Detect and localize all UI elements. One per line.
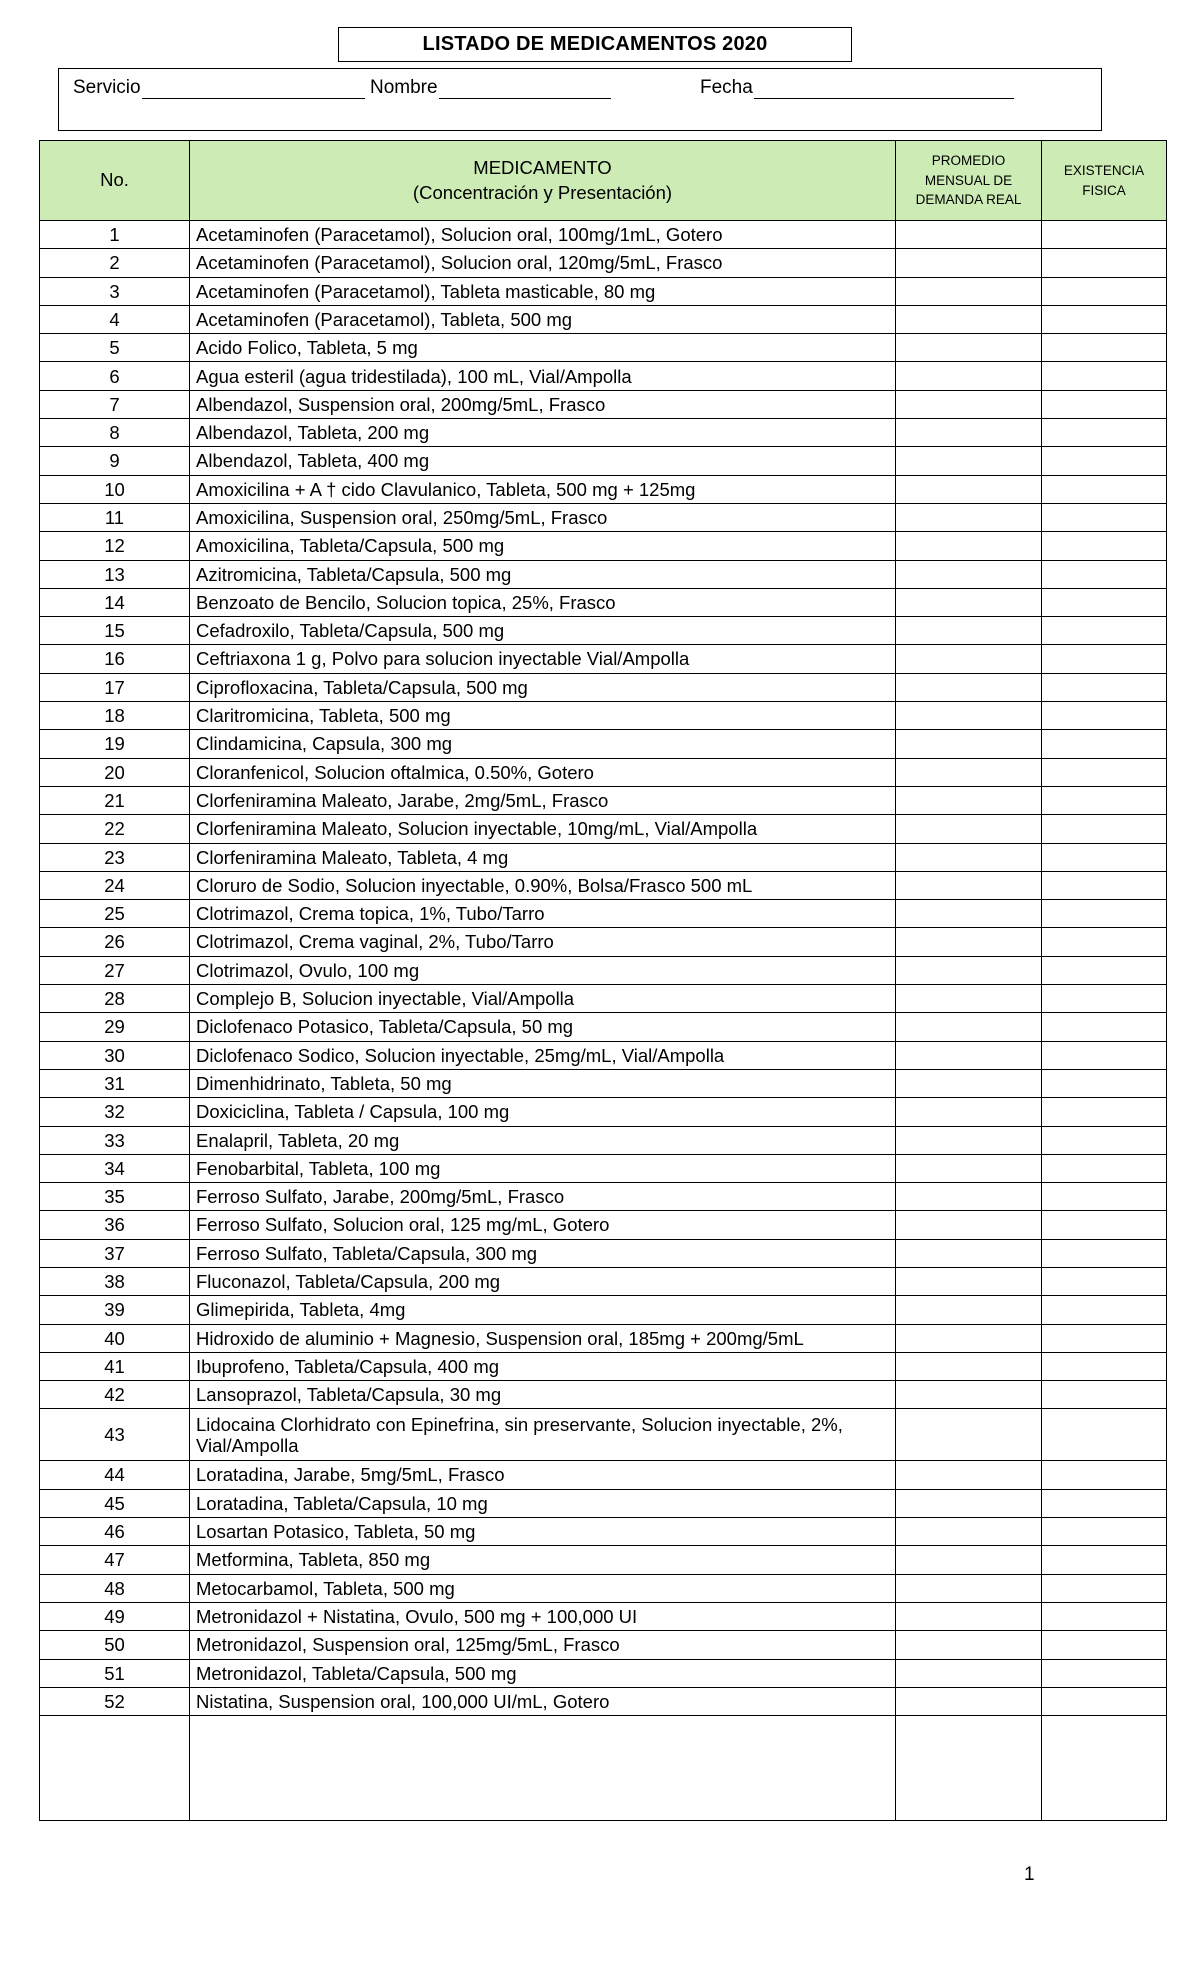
header-form — [58, 68, 1102, 131]
row-existencia-cell[interactable] — [1042, 645, 1167, 673]
row-medication: Azitromicina, Tableta/Capsula, 500 mg — [190, 560, 896, 588]
table-row — [40, 1324, 1167, 1352]
row-promedio-cell[interactable] — [896, 730, 1042, 758]
row-promedio-cell[interactable] — [896, 956, 1042, 984]
row-existencia-cell[interactable] — [1042, 1659, 1167, 1687]
row-medication: Metronidazol + Nistatina, Ovulo, 500 mg + 100,000 UI — [190, 1602, 896, 1630]
row-number: 20 — [40, 758, 190, 786]
row-promedio-cell[interactable] — [896, 617, 1042, 645]
row-promedio-cell[interactable] — [896, 1013, 1042, 1041]
row-promedio-cell[interactable] — [896, 419, 1042, 447]
row-promedio-cell[interactable] — [896, 1409, 1042, 1461]
empty-row — [40, 1716, 1167, 1821]
table-row — [40, 532, 1167, 560]
table-row — [40, 503, 1167, 531]
table-row — [40, 645, 1167, 673]
row-existencia-cell[interactable] — [1042, 730, 1167, 758]
table-row — [40, 1631, 1167, 1659]
row-medication: Acido Folico, Tableta, 5 mg — [190, 334, 896, 362]
table-row — [40, 1013, 1167, 1041]
row-medication: Clotrimazol, Crema topica, 1%, Tubo/Tarro — [190, 900, 896, 928]
row-medication: Hidroxido de aluminio + Magnesio, Suspension oral, 185mg + 200mg/5mL — [190, 1324, 896, 1352]
nombre-line[interactable] — [439, 80, 611, 99]
row-number: 33 — [40, 1126, 190, 1154]
row-existencia-cell[interactable] — [1042, 1489, 1167, 1517]
row-medication: Complejo B, Solucion inyectable, Vial/Ampolla — [190, 985, 896, 1013]
row-number: 46 — [40, 1518, 190, 1546]
row-promedio-cell[interactable] — [896, 1239, 1042, 1267]
row-promedio-cell[interactable] — [896, 249, 1042, 277]
row-medication: Metformina, Tableta, 850 mg — [190, 1546, 896, 1574]
row-number: 44 — [40, 1461, 190, 1489]
row-number: 34 — [40, 1154, 190, 1182]
row-number: 29 — [40, 1013, 190, 1041]
row-promedio-cell[interactable] — [896, 673, 1042, 701]
header-medicamento — [190, 141, 896, 221]
row-existencia-cell[interactable] — [1042, 249, 1167, 277]
row-medication: Doxiciclina, Tableta / Capsula, 100 mg — [190, 1098, 896, 1126]
row-number: 42 — [40, 1381, 190, 1409]
nombre-field[interactable] — [370, 77, 611, 99]
table-row — [40, 956, 1167, 984]
table-row — [40, 1602, 1167, 1630]
row-number: 16 — [40, 645, 190, 673]
row-number: 22 — [40, 815, 190, 843]
row-number: 30 — [40, 1041, 190, 1069]
row-number: 18 — [40, 702, 190, 730]
row-existencia-cell[interactable] — [1042, 928, 1167, 956]
row-medication: Benzoato de Bencilo, Solucion topica, 25%, Frasco — [190, 588, 896, 616]
row-medication: Clindamicina, Capsula, 300 mg — [190, 730, 896, 758]
row-medication: Dimenhidrinato, Tableta, 50 mg — [190, 1069, 896, 1097]
table-row — [40, 390, 1167, 418]
row-number: 31 — [40, 1069, 190, 1097]
table-row — [40, 277, 1167, 305]
row-number: 4 — [40, 305, 190, 333]
row-existencia-cell[interactable] — [1042, 871, 1167, 899]
nombre-label: Nombre — [370, 77, 438, 98]
row-number: 52 — [40, 1687, 190, 1715]
row-medication: Enalapril, Tableta, 20 mg — [190, 1126, 896, 1154]
row-medication: Clorfeniramina Maleato, Jarabe, 2mg/5mL, Frasco — [190, 786, 896, 814]
row-existencia-cell[interactable] — [1042, 221, 1167, 249]
row-existencia-cell[interactable] — [1042, 419, 1167, 447]
row-number: 25 — [40, 900, 190, 928]
row-medication: Metronidazol, Suspension oral, 125mg/5mL, Frasco — [190, 1631, 896, 1659]
row-number: 1 — [40, 221, 190, 249]
row-existencia-cell[interactable] — [1042, 1574, 1167, 1602]
row-medication: Metocarbamol, Tableta, 500 mg — [190, 1574, 896, 1602]
row-existencia-cell[interactable] — [1042, 1296, 1167, 1324]
row-existencia-cell[interactable] — [1042, 758, 1167, 786]
row-number: 43 — [40, 1409, 190, 1461]
row-existencia-cell[interactable] — [1042, 532, 1167, 560]
table-row — [40, 985, 1167, 1013]
row-number: 35 — [40, 1183, 190, 1211]
row-existencia-cell[interactable] — [1042, 673, 1167, 701]
row-medication: Glimepirida, Tableta, 4mg — [190, 1296, 896, 1324]
table-row — [40, 588, 1167, 616]
row-medication: Fenobarbital, Tableta, 100 mg — [190, 1154, 896, 1182]
row-medication: Ferroso Sulfato, Jarabe, 200mg/5mL, Frasco — [190, 1183, 896, 1211]
row-medication: Loratadina, Jarabe, 5mg/5mL, Frasco — [190, 1461, 896, 1489]
table-row — [40, 1546, 1167, 1574]
row-medication: Acetaminofen (Paracetamol), Tableta masticable, 80 mg — [190, 277, 896, 305]
row-medication: Agua esteril (agua tridestilada), 100 mL, Vial/Ampolla — [190, 362, 896, 390]
table-row — [40, 475, 1167, 503]
row-existencia-cell[interactable] — [1042, 786, 1167, 814]
row-promedio-cell[interactable] — [896, 1267, 1042, 1295]
table-row — [40, 786, 1167, 814]
row-medication: Ferroso Sulfato, Solucion oral, 125 mg/mL, Gotero — [190, 1211, 896, 1239]
row-existencia-cell[interactable] — [1042, 702, 1167, 730]
table-row — [40, 758, 1167, 786]
row-medication: Albendazol, Suspension oral, 200mg/5mL, Frasco — [190, 390, 896, 418]
table-row — [40, 1574, 1167, 1602]
row-promedio-cell[interactable] — [896, 1126, 1042, 1154]
row-promedio-cell[interactable] — [896, 1381, 1042, 1409]
row-promedio-cell[interactable] — [896, 645, 1042, 673]
row-existencia-cell[interactable] — [1042, 1154, 1167, 1182]
row-promedio-cell[interactable] — [896, 362, 1042, 390]
row-medication: Acetaminofen (Paracetamol), Solucion oral, 120mg/5mL, Frasco — [190, 249, 896, 277]
row-medication: Lansoprazol, Tableta/Capsula, 30 mg — [190, 1381, 896, 1409]
row-medication: Ibuprofeno, Tableta/Capsula, 400 mg — [190, 1352, 896, 1380]
row-promedio-cell[interactable] — [896, 1602, 1042, 1630]
row-medication: Diclofenaco Potasico, Tableta/Capsula, 50 mg — [190, 1013, 896, 1041]
row-existencia-cell[interactable] — [1042, 1098, 1167, 1126]
table-row — [40, 1659, 1167, 1687]
row-number: 40 — [40, 1324, 190, 1352]
table-row — [40, 900, 1167, 928]
row-medication: Amoxicilina, Tableta/Capsula, 500 mg — [190, 532, 896, 560]
row-number: 14 — [40, 588, 190, 616]
table-row — [40, 1267, 1167, 1295]
row-promedio-cell[interactable] — [896, 1211, 1042, 1239]
row-existencia-cell[interactable] — [1042, 1126, 1167, 1154]
row-promedio-cell[interactable] — [896, 786, 1042, 814]
row-promedio-cell[interactable] — [896, 1352, 1042, 1380]
table-row — [40, 1409, 1167, 1461]
row-existencia-cell[interactable] — [1042, 277, 1167, 305]
row-existencia-cell[interactable] — [1042, 362, 1167, 390]
row-number: 28 — [40, 985, 190, 1013]
row-promedio-cell[interactable] — [896, 702, 1042, 730]
row-existencia-cell[interactable] — [1042, 843, 1167, 871]
row-medication: Acetaminofen (Paracetamol), Tableta, 500 mg — [190, 305, 896, 333]
row-medication: Claritromicina, Tableta, 500 mg — [190, 702, 896, 730]
row-existencia-cell[interactable] — [1042, 1211, 1167, 1239]
row-number: 2 — [40, 249, 190, 277]
empty-cell[interactable] — [1042, 1716, 1167, 1821]
table-row — [40, 617, 1167, 645]
row-number: 15 — [40, 617, 190, 645]
row-existencia-cell[interactable] — [1042, 985, 1167, 1013]
row-number: 47 — [40, 1546, 190, 1574]
row-existencia-cell[interactable] — [1042, 956, 1167, 984]
header-no: No. — [40, 141, 190, 221]
row-existencia-cell[interactable] — [1042, 1546, 1167, 1574]
row-number: 10 — [40, 475, 190, 503]
servicio-field[interactable] — [73, 77, 365, 99]
row-promedio-cell[interactable] — [896, 560, 1042, 588]
row-medication: Clorfeniramina Maleato, Tableta, 4 mg — [190, 843, 896, 871]
table-row — [40, 1518, 1167, 1546]
row-existencia-cell[interactable] — [1042, 1381, 1167, 1409]
row-number: 23 — [40, 843, 190, 871]
row-medication: Diclofenaco Sodico, Solucion inyectable, 25mg/mL, Vial/Ampolla — [190, 1041, 896, 1069]
table-row — [40, 447, 1167, 475]
row-promedio-cell[interactable] — [896, 1518, 1042, 1546]
empty-cell[interactable] — [190, 1716, 896, 1821]
row-promedio-cell[interactable] — [896, 1461, 1042, 1489]
row-existencia-cell[interactable] — [1042, 1409, 1167, 1461]
row-number: 13 — [40, 560, 190, 588]
fecha-field[interactable] — [700, 77, 1014, 99]
row-promedio-cell[interactable] — [896, 390, 1042, 418]
row-number: 51 — [40, 1659, 190, 1687]
table-row — [40, 1041, 1167, 1069]
row-existencia-cell[interactable] — [1042, 1324, 1167, 1352]
row-promedio-cell[interactable] — [896, 475, 1042, 503]
row-medication: Metronidazol, Tableta/Capsula, 500 mg — [190, 1659, 896, 1687]
page-number: 1 — [1024, 1864, 1035, 1885]
row-existencia-cell[interactable] — [1042, 588, 1167, 616]
table-row — [40, 305, 1167, 333]
table-row — [40, 1069, 1167, 1097]
row-promedio-cell[interactable] — [896, 1546, 1042, 1574]
row-existencia-cell[interactable] — [1042, 1687, 1167, 1715]
row-existencia-cell[interactable] — [1042, 447, 1167, 475]
row-promedio-cell[interactable] — [896, 1631, 1042, 1659]
row-promedio-cell[interactable] — [896, 447, 1042, 475]
empty-cell[interactable] — [896, 1716, 1042, 1821]
table-body — [40, 221, 1167, 1821]
row-existencia-cell[interactable] — [1042, 1183, 1167, 1211]
row-promedio-cell[interactable] — [896, 277, 1042, 305]
row-medication: Cefadroxilo, Tableta/Capsula, 500 mg — [190, 617, 896, 645]
row-medication: Clorfeniramina Maleato, Solucion inyectable, 10mg/mL, Vial/Ampolla — [190, 815, 896, 843]
row-number: 48 — [40, 1574, 190, 1602]
table-row — [40, 730, 1167, 758]
row-existencia-cell[interactable] — [1042, 1602, 1167, 1630]
row-existencia-cell[interactable] — [1042, 1352, 1167, 1380]
row-promedio-cell[interactable] — [896, 758, 1042, 786]
row-existencia-cell[interactable] — [1042, 1518, 1167, 1546]
table-row — [40, 843, 1167, 871]
row-number: 11 — [40, 503, 190, 531]
table-row — [40, 702, 1167, 730]
row-medication: Loratadina, Tableta/Capsula, 10 mg — [190, 1489, 896, 1517]
row-existencia-cell[interactable] — [1042, 1631, 1167, 1659]
row-medication: Clotrimazol, Ovulo, 100 mg — [190, 956, 896, 984]
fecha-label: Fecha — [700, 77, 753, 98]
row-existencia-cell[interactable] — [1042, 1267, 1167, 1295]
row-number: 50 — [40, 1631, 190, 1659]
row-promedio-cell[interactable] — [896, 1687, 1042, 1715]
table-row — [40, 1098, 1167, 1126]
header-medicamento-line1: MEDICAMENTO — [473, 156, 612, 178]
servicio-label: Servicio — [73, 77, 141, 98]
table-row — [40, 249, 1167, 277]
row-medication: Amoxicilina + A † cido Clavulanico, Tableta, 500 mg + 125mg — [190, 475, 896, 503]
row-existencia-cell[interactable] — [1042, 390, 1167, 418]
row-number: 32 — [40, 1098, 190, 1126]
row-promedio-cell[interactable] — [896, 928, 1042, 956]
table-row — [40, 815, 1167, 843]
row-existencia-cell[interactable] — [1042, 475, 1167, 503]
table-row — [40, 1239, 1167, 1267]
header-existencia: EXISTENCIA FISICA — [1042, 141, 1167, 221]
medications-table — [39, 140, 1167, 1821]
row-number: 19 — [40, 730, 190, 758]
row-medication: Cloruro de Sodio, Solucion inyectable, 0.90%, Bolsa/Frasco 500 mL — [190, 871, 896, 899]
table-row — [40, 362, 1167, 390]
row-existencia-cell[interactable] — [1042, 503, 1167, 531]
servicio-line[interactable] — [142, 80, 365, 99]
fecha-line[interactable] — [754, 80, 1014, 99]
header-promedio: PROMEDIO MENSUAL DE DEMANDA REAL — [896, 141, 1042, 221]
table-row — [40, 560, 1167, 588]
empty-cell[interactable] — [40, 1716, 190, 1821]
row-number: 36 — [40, 1211, 190, 1239]
row-existencia-cell[interactable] — [1042, 617, 1167, 645]
row-number: 45 — [40, 1489, 190, 1517]
row-number: 38 — [40, 1267, 190, 1295]
table-row — [40, 1381, 1167, 1409]
row-medication: Fluconazol, Tableta/Capsula, 200 mg — [190, 1267, 896, 1295]
table-row — [40, 1154, 1167, 1182]
row-number: 8 — [40, 419, 190, 447]
row-existencia-cell[interactable] — [1042, 1013, 1167, 1041]
row-promedio-cell[interactable] — [896, 900, 1042, 928]
row-existencia-cell[interactable] — [1042, 1461, 1167, 1489]
row-promedio-cell[interactable] — [896, 985, 1042, 1013]
row-promedio-cell[interactable] — [896, 305, 1042, 333]
row-existencia-cell[interactable] — [1042, 560, 1167, 588]
row-promedio-cell[interactable] — [896, 1041, 1042, 1069]
row-medication: Clotrimazol, Crema vaginal, 2%, Tubo/Tarro — [190, 928, 896, 956]
row-promedio-cell[interactable] — [896, 1489, 1042, 1517]
table-row — [40, 673, 1167, 701]
table-row — [40, 221, 1167, 249]
row-existencia-cell[interactable] — [1042, 1239, 1167, 1267]
row-medication: Ferroso Sulfato, Tableta/Capsula, 300 mg — [190, 1239, 896, 1267]
row-promedio-cell[interactable] — [896, 815, 1042, 843]
row-existencia-cell[interactable] — [1042, 815, 1167, 843]
row-promedio-cell[interactable] — [896, 1154, 1042, 1182]
row-promedio-cell[interactable] — [896, 221, 1042, 249]
row-medication: Albendazol, Tableta, 400 mg — [190, 447, 896, 475]
document-title: LISTADO DE MEDICAMENTOS 2020 — [338, 27, 852, 62]
row-existencia-cell[interactable] — [1042, 1069, 1167, 1097]
row-number: 21 — [40, 786, 190, 814]
row-promedio-cell[interactable] — [896, 1069, 1042, 1097]
row-medication: Lidocaina Clorhidrato con Epinefrina, sin preservante, Solucion inyectable, 2%, Vial/Ampolla — [190, 1409, 896, 1461]
row-promedio-cell[interactable] — [896, 843, 1042, 871]
row-number: 26 — [40, 928, 190, 956]
row-number: 6 — [40, 362, 190, 390]
row-number: 3 — [40, 277, 190, 305]
header-medicamento-line2: (Concentración y Presentación) — [412, 181, 673, 203]
row-medication: Nistatina, Suspension oral, 100,000 UI/mL, Gotero — [190, 1687, 896, 1715]
table-row — [40, 1489, 1167, 1517]
row-number: 9 — [40, 447, 190, 475]
row-number: 24 — [40, 871, 190, 899]
row-promedio-cell[interactable] — [896, 871, 1042, 899]
row-number: 7 — [40, 390, 190, 418]
row-medication: Ceftriaxona 1 g, Polvo para solucion inyectable Vial/Ampolla — [190, 645, 896, 673]
row-medication: Albendazol, Tableta, 200 mg — [190, 419, 896, 447]
table-row — [40, 419, 1167, 447]
row-promedio-cell[interactable] — [896, 1296, 1042, 1324]
row-medication: Ciprofloxacina, Tableta/Capsula, 500 mg — [190, 673, 896, 701]
table-row — [40, 1183, 1167, 1211]
row-promedio-cell[interactable] — [896, 532, 1042, 560]
table-row — [40, 928, 1167, 956]
row-number: 37 — [40, 1239, 190, 1267]
row-medication: Cloranfenicol, Solucion oftalmica, 0.50%, Gotero — [190, 758, 896, 786]
row-promedio-cell[interactable] — [896, 1324, 1042, 1352]
row-existencia-cell[interactable] — [1042, 900, 1167, 928]
table-row — [40, 1352, 1167, 1380]
row-promedio-cell[interactable] — [896, 588, 1042, 616]
row-number: 41 — [40, 1352, 190, 1380]
row-promedio-cell[interactable] — [896, 1659, 1042, 1687]
table-row — [40, 1296, 1167, 1324]
row-number: 12 — [40, 532, 190, 560]
table-row — [40, 871, 1167, 899]
row-existencia-cell[interactable] — [1042, 334, 1167, 362]
row-promedio-cell[interactable] — [896, 503, 1042, 531]
row-number: 49 — [40, 1602, 190, 1630]
table-row — [40, 334, 1167, 362]
row-medication: Acetaminofen (Paracetamol), Solucion oral, 100mg/1mL, Gotero — [190, 221, 896, 249]
row-promedio-cell[interactable] — [896, 334, 1042, 362]
row-number: 17 — [40, 673, 190, 701]
table-header-row — [40, 141, 1167, 221]
table-row — [40, 1461, 1167, 1489]
row-existencia-cell[interactable] — [1042, 305, 1167, 333]
row-medication: Amoxicilina, Suspension oral, 250mg/5mL, Frasco — [190, 503, 896, 531]
row-number: 39 — [40, 1296, 190, 1324]
table-row — [40, 1211, 1167, 1239]
row-number: 5 — [40, 334, 190, 362]
row-promedio-cell[interactable] — [896, 1183, 1042, 1211]
row-promedio-cell[interactable] — [896, 1574, 1042, 1602]
row-medication: Losartan Potasico, Tableta, 50 mg — [190, 1518, 896, 1546]
table-row — [40, 1687, 1167, 1715]
row-promedio-cell[interactable] — [896, 1098, 1042, 1126]
row-number: 27 — [40, 956, 190, 984]
row-existencia-cell[interactable] — [1042, 1041, 1167, 1069]
table-row — [40, 1126, 1167, 1154]
